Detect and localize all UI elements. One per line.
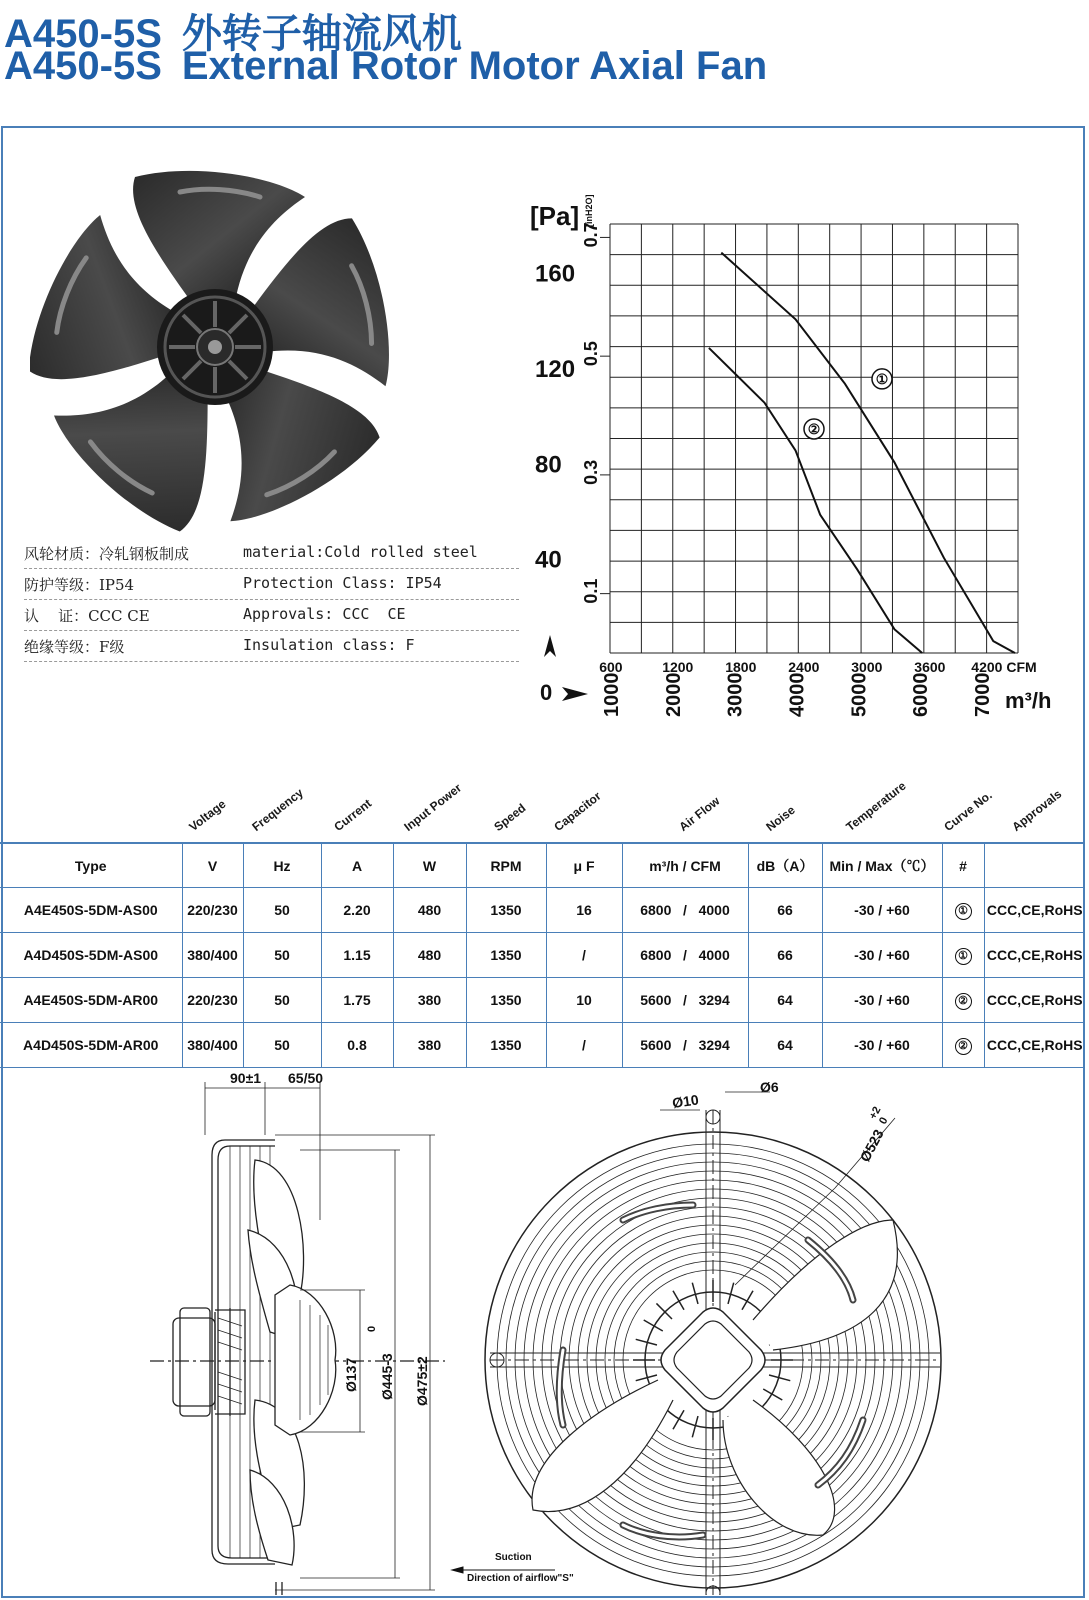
curve-badge: ② — [955, 993, 972, 1010]
unit-cell: W — [393, 844, 466, 888]
y-tick-label-alt: 0.5 — [581, 341, 601, 367]
spec-row — [24, 568, 519, 600]
header-voltage: Voltage — [186, 796, 229, 834]
table-row — [0, 978, 1085, 1023]
cell-frequency: 50 — [243, 978, 321, 1023]
spec-row — [24, 630, 519, 662]
cell-power: 480 — [393, 933, 466, 978]
dim-guard: Ø475±2 — [414, 1356, 430, 1406]
cell-capacitor: / — [546, 933, 622, 978]
unit-cell: # — [942, 844, 984, 888]
cell-current: 2.20 — [321, 888, 393, 933]
cell-airflow: 6800 / 4000 — [622, 888, 748, 933]
dim-offset: 65/50 — [288, 1070, 324, 1086]
cooling-fin — [763, 1389, 782, 1400]
unit-cell: A — [321, 844, 393, 888]
y-tick-label-alt: 0.3 — [581, 459, 601, 485]
spec-row — [24, 599, 519, 631]
cell-temperature: -30 / +60 — [822, 1023, 942, 1068]
y-tick-label: 40 — [535, 546, 562, 574]
cell-current: 1.75 — [321, 978, 393, 1023]
cell-type: A4D450S-5DM-AS00 — [0, 933, 182, 978]
curve-badge: ① — [955, 903, 972, 920]
cell-approvals: CCC,CE,RoHS — [984, 888, 1085, 933]
cell-noise: 64 — [748, 1023, 822, 1068]
x-tick-label-cfm: 1200 — [662, 659, 694, 675]
units-row — [0, 844, 1085, 888]
x-tick-label-cfm: 1800 — [725, 659, 757, 675]
cell-voltage: 380/400 — [182, 933, 243, 978]
front-view-drawing — [485, 1092, 941, 1595]
y-tick-label-alt: 0.1 — [581, 578, 601, 604]
spec-en: material:Cold rolled steel — [243, 543, 478, 561]
cell-capacitor: / — [546, 1023, 622, 1068]
cooling-fin — [742, 1291, 753, 1310]
cell-temperature: -30 / +60 — [822, 933, 942, 978]
cell-speed: 1350 — [466, 1023, 546, 1068]
cell-noise: 66 — [748, 888, 822, 933]
dim-outer-tol-up: +2 — [867, 1104, 884, 1122]
spec-cn: 绝缘等级：F级 — [24, 638, 125, 656]
y-tick-label-alt: 0.7 — [581, 222, 601, 248]
unit-cell: V — [182, 844, 243, 888]
curve-badge: ② — [955, 1038, 972, 1055]
dim-outer-tol-dn: 0 — [877, 1115, 891, 1127]
cell-noise: 64 — [748, 978, 822, 1023]
x-tick-label-cfm: 2400 — [788, 659, 820, 675]
x-tick-label-cfm: 600 — [599, 659, 623, 675]
cell-frequency: 50 — [243, 1023, 321, 1068]
cell-approvals: CCC,CE,RoHS — [984, 978, 1085, 1023]
series-label: ② — [807, 420, 821, 437]
performance-chart — [530, 195, 1070, 735]
unit-cell: RPM — [466, 844, 546, 888]
cell-capacitor: 10 — [546, 978, 622, 1023]
unit-cell: Min / Max（℃） — [822, 844, 942, 888]
cell-approvals: CCC,CE,RoHS — [984, 1023, 1085, 1068]
cell-speed: 1350 — [466, 978, 546, 1023]
title-cn-text: 外转子轴流风机 — [181, 12, 462, 56]
unit-cell: Hz — [243, 844, 321, 888]
curve-badge: ① — [955, 948, 972, 965]
y-tick-label: 120 — [535, 356, 576, 383]
cell-power: 480 — [393, 888, 466, 933]
header-curve-no: Curve No. — [941, 788, 995, 834]
technical-drawings — [0, 1070, 1085, 1595]
unit-cell: μ F — [546, 844, 622, 888]
header-input-power: Input Power — [401, 780, 465, 834]
cell-noise: 66 — [748, 933, 822, 978]
header-approvals: Approvals — [1009, 786, 1065, 834]
x-tick-label-m3h: 6000 — [910, 672, 933, 717]
x-tick-label-cfm: 3000 — [851, 659, 883, 675]
spec-en: Insulation class: F — [243, 636, 415, 654]
x-unit-label: m³/h — [1005, 688, 1052, 713]
model-name: A450-5S — [4, 12, 162, 56]
cell-frequency: 50 — [243, 933, 321, 978]
dim-blade: Ø445-3 — [379, 1353, 395, 1400]
x-tick-label-m3h: 5000 — [848, 672, 871, 717]
y-axis-label-alt: [inH2O] — [584, 195, 594, 227]
x-tick-label-m3h: 1000 — [601, 672, 623, 717]
title-en-text: External Rotor Motor Axial Fan — [181, 44, 768, 88]
fan-image — [30, 165, 400, 535]
cell-approvals: CCC,CE,RoHS — [984, 933, 1085, 978]
cell-speed: 1350 — [466, 933, 546, 978]
spec-table-section — [0, 778, 1085, 1068]
cell-curve — [942, 888, 984, 933]
y-arrow — [544, 635, 556, 657]
x-arrow — [562, 687, 588, 701]
series-label: ① — [875, 370, 889, 387]
spec-row — [24, 537, 519, 569]
cell-type: A4D450S-5DM-AR00 — [0, 1023, 182, 1068]
cell-curve — [942, 1023, 984, 1068]
cell-power: 380 — [393, 978, 466, 1023]
header-capacitor: Capacitor — [551, 788, 604, 834]
unit-cell: m³/h / CFM — [622, 844, 748, 888]
cell-frequency: 50 — [243, 888, 321, 933]
cell-voltage: 220/230 — [182, 888, 243, 933]
spec-cn: 风轮材质：冷轧钢板制成 — [24, 545, 190, 563]
cell-current: 1.15 — [321, 933, 393, 978]
header-frequency: Frequency — [249, 785, 306, 834]
header-temperature: Temperature — [843, 778, 909, 834]
spec-table — [0, 843, 1085, 1068]
cell-power: 380 — [393, 1023, 466, 1068]
cell-airflow: 6800 / 4000 — [622, 933, 748, 978]
cell-curve — [942, 933, 984, 978]
origin-label: 0 — [540, 680, 553, 705]
y-tick-label: 160 — [535, 260, 576, 288]
cell-temperature: -30 / +60 — [822, 888, 942, 933]
cell-capacitor: 16 — [546, 888, 622, 933]
dim-hub: Ø137 — [343, 1357, 359, 1392]
x-tick-label-cfm: 4200 CFM — [971, 659, 1037, 675]
cell-type: A4E450S-5DM-AR00 — [0, 978, 182, 1023]
table-row — [0, 1023, 1085, 1068]
header-current: Current — [331, 796, 375, 834]
cell-temperature: -30 / +60 — [822, 978, 942, 1023]
spec-cn: 认 证：CCC CE — [24, 607, 150, 625]
x-tick-label-m3h: 4000 — [786, 672, 809, 717]
series-line — [721, 253, 1015, 653]
cell-airflow: 5600 / 3294 — [622, 1023, 748, 1068]
x-tick-label-m3h: 7000 — [971, 672, 994, 717]
cooling-fin — [673, 1291, 684, 1310]
y-axis-label: [Pa] — [530, 201, 580, 231]
cell-voltage: 220/230 — [182, 978, 243, 1023]
spec-en: Protection Class: IP54 — [243, 574, 442, 592]
cell-type: A4E450S-5DM-AS00 — [0, 888, 182, 933]
x-tick-label-m3h: 3000 — [724, 672, 747, 717]
spec-en: Approvals: CCC CE — [243, 605, 406, 623]
page-title-en — [4, 44, 767, 89]
header-speed: Speed — [491, 800, 529, 834]
table-header-labels — [0, 778, 1085, 843]
unit-cell — [984, 844, 1085, 888]
cooling-fin — [644, 1320, 663, 1331]
cell-voltage: 380/400 — [182, 1023, 243, 1068]
dim-blade-tol: 0 — [366, 1325, 378, 1332]
cooling-fin — [673, 1410, 684, 1429]
cell-speed: 1350 — [466, 888, 546, 933]
x-tick-label-m3h: 2000 — [662, 672, 685, 717]
header-noise: Noise — [763, 802, 798, 834]
cooling-fin — [656, 1303, 672, 1319]
side-view-drawing — [150, 1082, 445, 1595]
y-tick-label: 80 — [535, 451, 562, 479]
series-line — [709, 348, 922, 653]
spec-cn: 防护等级：IP54 — [24, 576, 135, 594]
unit-cell: dB（A） — [748, 844, 822, 888]
table-row — [0, 933, 1085, 978]
airflow-label: Direction of airflow"S" — [467, 1573, 574, 1584]
dim-hole-small: Ø6 — [760, 1079, 779, 1095]
x-tick-label-cfm: 3600 — [914, 659, 946, 675]
header-air-flow: Air Flow — [676, 793, 723, 834]
cell-current: 0.8 — [321, 1023, 393, 1068]
unit-cell: Type — [0, 844, 182, 888]
dim-depth: 90±1 — [230, 1070, 262, 1086]
dim-hole-large: Ø10 — [671, 1091, 700, 1111]
dim-outer: Ø523 — [856, 1126, 887, 1165]
cell-airflow: 5600 / 3294 — [622, 978, 748, 1023]
suction-label: Suction — [495, 1552, 532, 1563]
table-row — [0, 888, 1085, 933]
cell-curve — [942, 978, 984, 1023]
model-name: A450-5S — [4, 44, 162, 88]
